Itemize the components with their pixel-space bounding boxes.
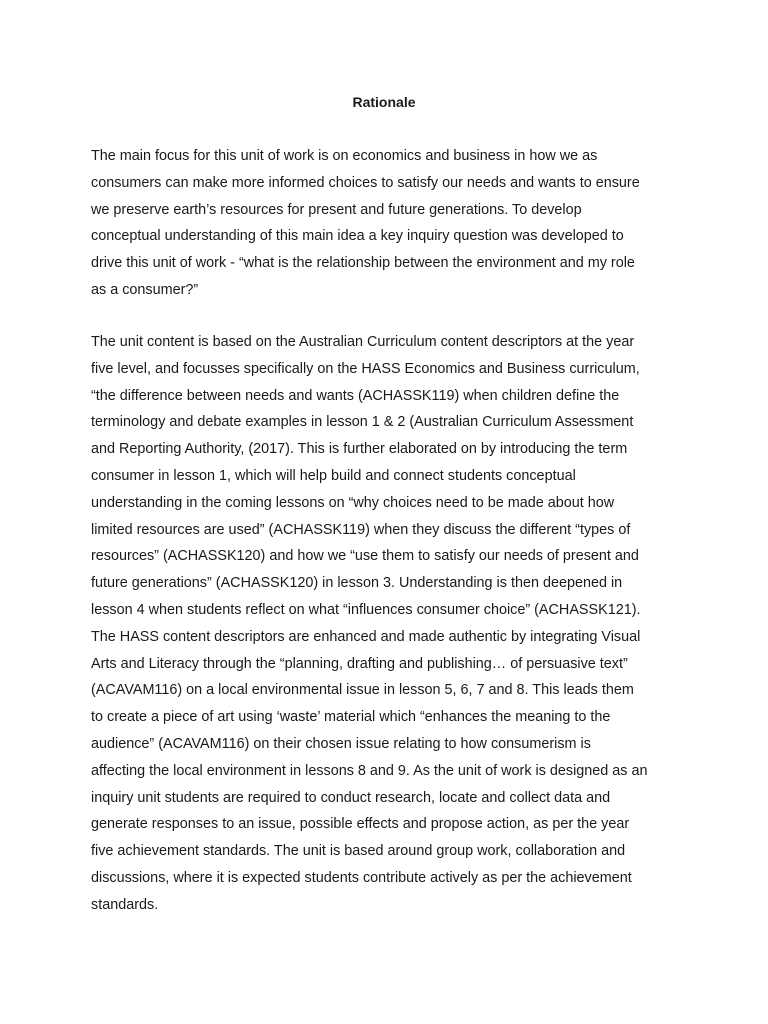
paragraph-line: drive this unit of work - “what is the relationship between the environment and my role (91, 255, 635, 272)
paragraph-line: discussions, where it is expected students contribute actively as per the achievement (91, 869, 632, 886)
paragraph-line: and Reporting Authority, (2017). This is further elaborated on by introducing the term (91, 441, 628, 458)
paragraph-line: to create a piece of art using ‘waste’ material which “enhances the meaning to the (91, 709, 611, 726)
paragraph-line: future generations” (ACHASSK120) in lesson 3. Understanding is then deepened in (91, 575, 623, 592)
paragraph-2 (91, 329, 691, 919)
paragraph-line: consumer in lesson 1, which will help build and connect students conceptual (91, 467, 576, 484)
paragraph-line: conceptual understanding of this main idea a key inquiry question was developed to (91, 228, 624, 245)
paragraph-line: generate responses to an issue, possible effects and propose action, as per the year (91, 816, 630, 833)
paragraph-line: resources” (ACHASSK120) and how we “use them to satisfy our needs of present and (91, 548, 639, 565)
paragraph-line: we preserve earth’s resources for present and future generations. To develop (91, 201, 582, 218)
paragraph-line: as a consumer?” (91, 281, 199, 298)
paragraph-line: (ACAVAM116) on a local environmental issue in lesson 5, 6, 7 and 8. This leads them (91, 682, 634, 699)
paragraph-1 (91, 143, 691, 304)
paragraph-line: The main focus for this unit of work is on economics and business in how we as (91, 148, 598, 164)
paragraph-line: terminology and debate examples in lesson 1 & 2 (Australian Curriculum Assessment (91, 414, 634, 431)
paragraph-line: five level, and focusses specifically on the HASS Economics and Business curriculum, (91, 360, 640, 377)
paragraph-line: standards. (91, 896, 159, 913)
paragraph-line: inquiry unit students are required to conduct research, locate and collect data and (91, 789, 611, 806)
paragraph-line: Arts and Literacy through the “planning, drafting and publishing… of persuasive text” (91, 655, 628, 672)
paragraph-line: five achievement standards. The unit is based around group work, collaboration and (91, 843, 626, 860)
paragraph-line: affecting the local environment in lessons 8 and 9. As the unit of work is designed as an (91, 762, 648, 779)
paragraph-line: understanding in the coming lessons on “why choices need to be made about how (91, 494, 615, 511)
paragraph-line: The unit content is based on the Australian Curriculum content descriptors at the year (91, 334, 635, 350)
page-title: Rationale (352, 94, 416, 110)
paragraph-line: lesson 4 when students reflect on what “influences consumer choice” (ACHASSK121). (91, 601, 641, 618)
paragraph-line: limited resources are used” (ACHASSK119) when they discuss the different “types of (91, 521, 631, 538)
paragraph-line: audience” (ACAVAM116) on their chosen issue relating to how consumerism is (91, 735, 591, 752)
paragraph-line: “the difference between needs and wants (ACHASSK119) when children define the (91, 387, 620, 404)
paragraph-line: consumers can make more informed choices to satisfy our needs and wants to ensure (91, 174, 640, 191)
paragraph-line: The HASS content descriptors are enhanced and made authentic by integrating Visual (91, 628, 641, 645)
